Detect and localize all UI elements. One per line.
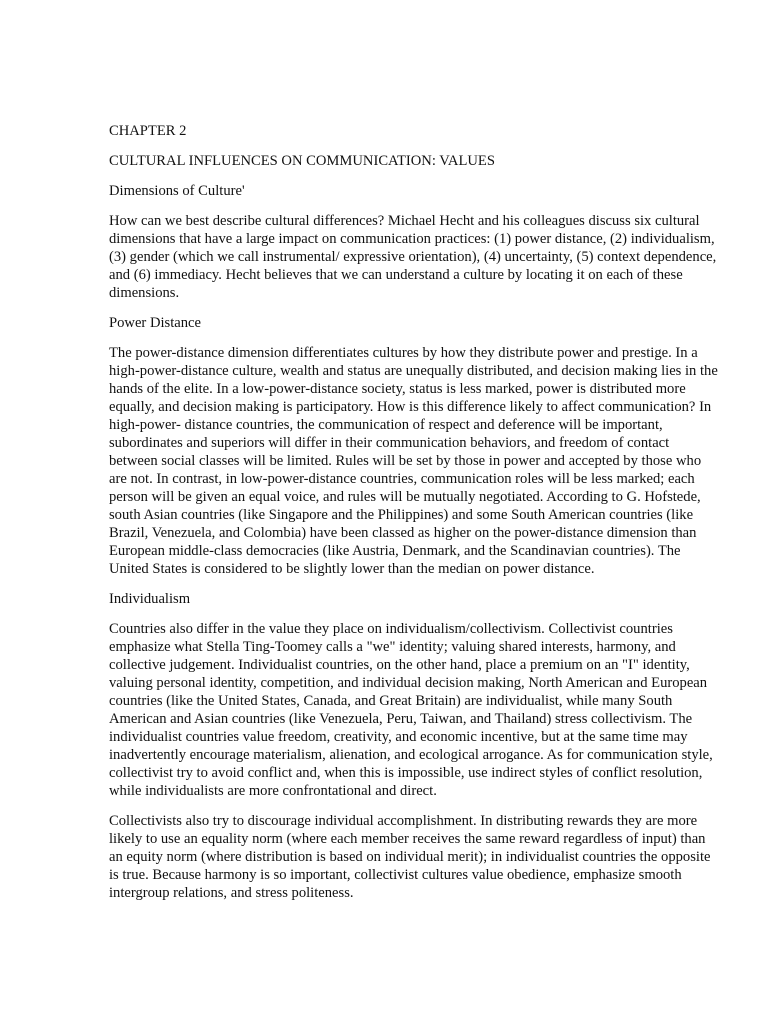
section-heading-individualism: Individualism (109, 591, 191, 607)
section-heading-dimensions: Dimensions of Culture' (109, 183, 245, 199)
chapter-label: CHAPTER 2 (109, 123, 187, 139)
section-heading-power-distance: Power Distance (109, 315, 201, 331)
paragraph-individualism-2: Collectivists also try to discourage individual accomplishment. In distributing rewards they are more likely to use an equality norm (where each member receives the same reward regardless of input) than an equity norm (where distribution is based on individual merit); in individualist countries the opposite is true. Because harmony is so important, collectivist cultures value obedience, emphasize smooth intergroup relations, and stress politeness. (109, 813, 711, 901)
paragraph-power-distance: The power-distance dimension differentiates cultures by how they distribute power and prestige. In a high-power-distance culture, wealth and status are unequally distributed, and decision making lies in the hands of the elite. In a low-power-distance society, status is less marked, power is distributed more equally, and decision making is participatory. How is this difference likely to affect communication? In high-power- distance countries, the communication of respect and deference will be important, subordinates and superiors will differ in their communication behaviors, and freedom of contact between social classes will be limited. Rules will be set by those in power and accepted by those who are not. In contrast, in low-power-distance countries, communication roles will be less marked; each person will be given an equal voice, and rules will be mutually negotiated. According to G. Hofstede, south Asian countries (like Singapore and the Philippines) and some South American countries (like Brazil, Venezuela, and Colombia) have been classed as higher on the power-distance dimension than European middle-class democracies (like Austria, Denmark, and the Scandinavian countries). The United States is considered to be slightly lower than the median on power distance. (109, 345, 718, 577)
paragraph-dimensions: How can we best describe cultural differences? Michael Hecht and his colleagues discuss six cultural dimensions that have a large impact on communication practices: (1) power distance, (2) individualism, (3) gender (which we call instrumental/ expressive orientation), (4) uncertainty, (5) context dependence, and (6) immediacy. Hecht believes that we can understand a culture by locating it on each of these dimensions. (109, 213, 717, 301)
chapter-title: CULTURAL INFLUENCES ON COMMUNICATION: VALUES (109, 153, 495, 169)
paragraph-individualism-1: Countries also differ in the value they place on individualism/collectivism. Collectivist countries emphasize what Stella Ting-Toomey calls a "we" identity; valuing shared interests, harmony, and collective judgement. Individualist countries, on the other hand, place a premium on an "I" identity, valuing personal identity, competition, and individual decision making, North American and European countries (like the United States, Canada, and Great Britain) are individualist, while many South American and Asian countries (like Venezuela, Peru, Taiwan, and Thailand) stress collectivism. The individualist countries value freedom, creativity, and economic incentive, but at the same time may inadvertently encourage materialism, alienation, and ecological arrogance. As for communication style, collectivist try to avoid conflict and, when this is impossible, use indirect styles of conflict resolution, while individualists are more confrontational and direct. (109, 621, 713, 799)
document-page (109, 122, 719, 914)
